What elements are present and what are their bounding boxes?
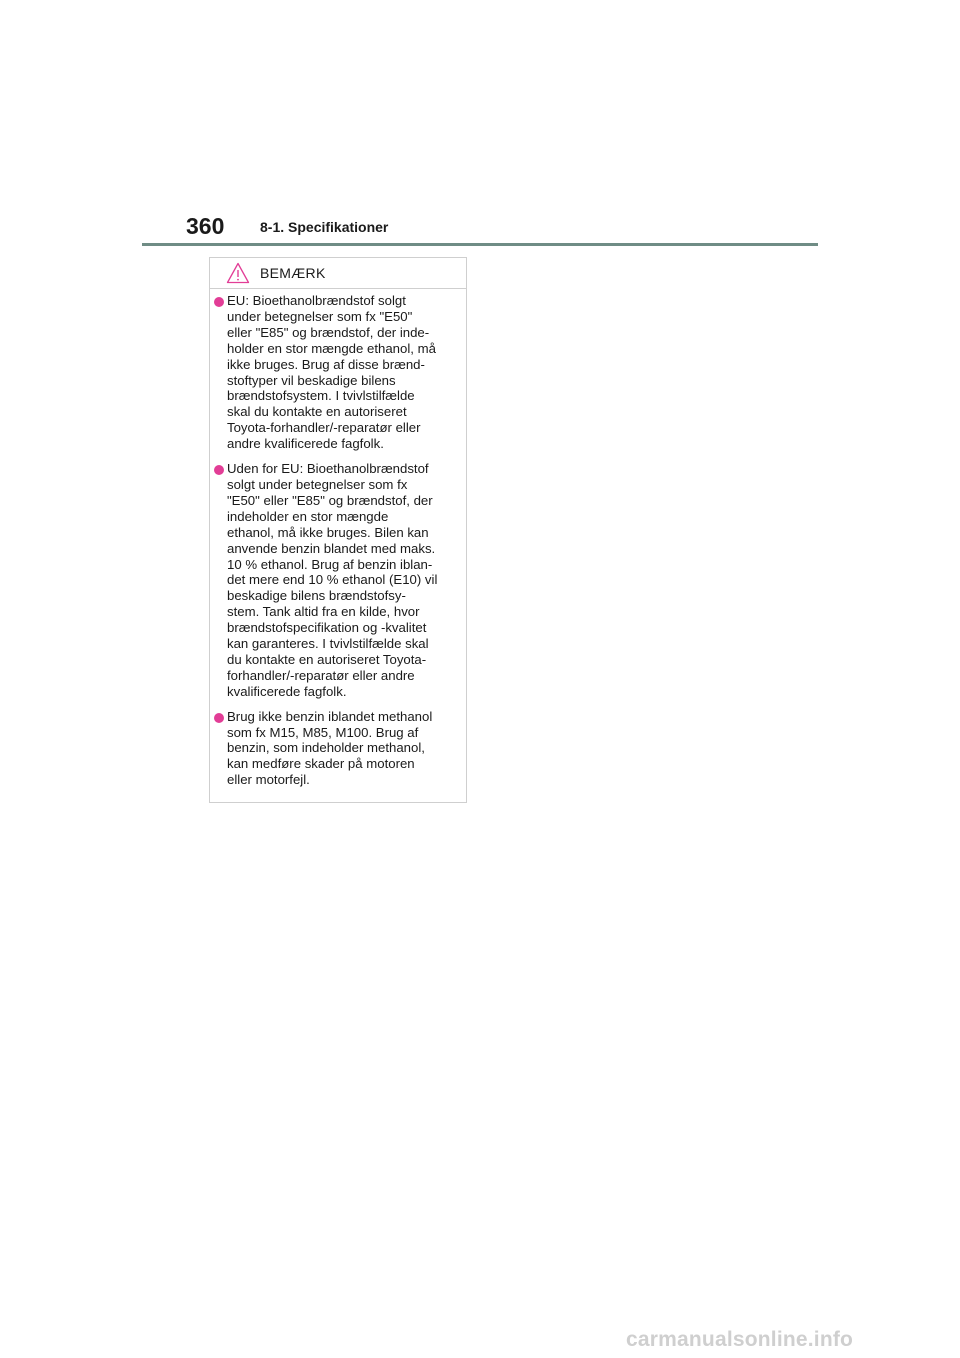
notice-box [209, 257, 467, 803]
notice-item-text: EU: Bioethanolbrændstof solgt under betegnelser som fx "E50" eller "E85" og brændstof, der inde- holder en stor mængde ethanol, må ikke bruges. Brug af disse brænd- stoftyper vil beskadige bilens brændstofsystem. I tvivlstilfælde skal du kontakte en autoriseret Toyota-forhandler/-reparatør eller andre kvalificerede fagfolk. [227, 293, 436, 452]
notice-item [210, 461, 466, 700]
header-divider [142, 243, 818, 246]
section-title: 8-1. Specifikationer [260, 219, 389, 235]
warning-triangle-icon [226, 262, 250, 284]
bullet-icon [214, 713, 224, 723]
notice-item-text: Uden for EU: Bioethanolbrændstof solgt under betegnelser som fx "E50" eller "E85" og brændstof, der indeholder en stor mængde ethanol, må ikke bruges. Bilen kan anvende benzin blandet med maks. 10 % ethanol. Brug af benzin iblan- det mere end 10 % ethanol (E10) vil beskadige bilens brændstofsy- stem. Tank altid fra en kilde, hvor brændstofspecifikation og -kvalitet kan garanteres. I tvivlstilfælde skal du kontakte en autoriseret Toyota- forhandler/-reparatør eller andre kvalificerede fagfolk. [227, 461, 438, 699]
bullet-icon [214, 297, 224, 307]
notice-label: BEMÆRK [260, 265, 326, 281]
notice-item [210, 293, 466, 452]
page-number: 360 [186, 213, 225, 239]
notice-item-text: Brug ikke benzin iblandet methanol som fx M15, M85, M100. Brug af benzin, som indeholder methanol, kan medføre skader på motoren eller motorfejl. [227, 708, 433, 788]
notice-list [210, 289, 466, 788]
notice-item [210, 709, 466, 789]
notice-header [210, 258, 466, 289]
bullet-icon [214, 465, 224, 475]
watermark: carmanualsonline.info [626, 1328, 854, 1351]
